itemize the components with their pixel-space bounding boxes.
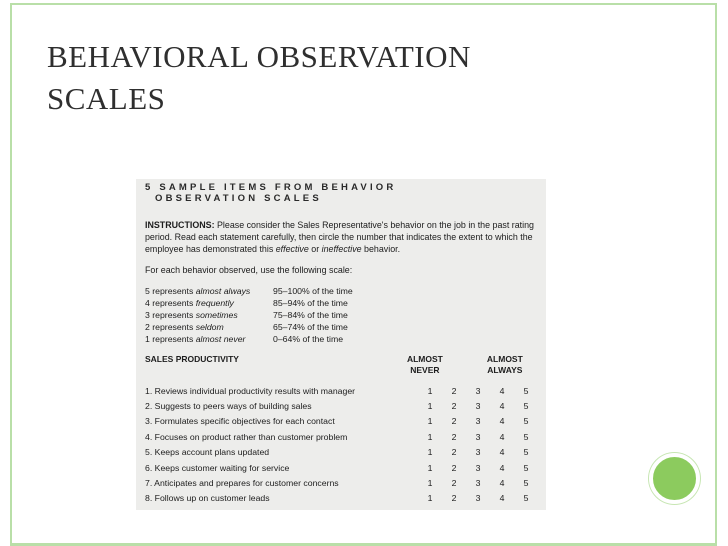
instructions	[145, 219, 538, 256]
rating-value: 1	[427, 431, 433, 442]
scale-num: 1 represents	[145, 333, 196, 344]
rating-value: 3	[475, 385, 481, 396]
scale-term: sometimes	[195, 309, 238, 320]
scale-term: frequently	[195, 297, 234, 308]
rating-value: 4	[499, 431, 505, 442]
rating-value: 2	[451, 462, 457, 473]
rating-options	[418, 414, 538, 429]
rating-value: 5	[523, 477, 529, 488]
slide-title	[47, 36, 647, 120]
behavior-item-row	[145, 384, 538, 399]
rating-value: 5	[523, 462, 529, 473]
scale-range: 65–74% of the time	[273, 321, 348, 332]
rating-value: 5	[523, 416, 529, 427]
rating-value: 2	[451, 416, 457, 427]
rating-options	[418, 461, 538, 476]
scale-term: seldom	[195, 321, 224, 332]
instructions-text-b: behavior.	[361, 244, 401, 255]
behavior-item-text: 8. Follows up on customer leads	[145, 493, 270, 504]
instructions-or: or	[308, 244, 322, 255]
rating-value: 2	[451, 493, 457, 504]
scale-range: 95–100% of the time	[273, 285, 353, 296]
scale-range: 85–94% of the time	[273, 297, 348, 308]
rating-options	[418, 445, 538, 460]
behavior-item-row	[145, 399, 538, 414]
rating-value: 1	[427, 401, 433, 411]
rating-value: 1	[427, 416, 433, 427]
rating-value: 1	[427, 493, 433, 504]
behavior-item-row	[145, 430, 538, 445]
column-almost-always	[462, 354, 538, 378]
rating-value: 4	[499, 416, 505, 427]
behavior-item-row	[145, 476, 538, 491]
rating-options	[418, 399, 538, 414]
table-header	[145, 354, 538, 378]
rating-value: 3	[475, 431, 481, 442]
column-almost-always-line-2: ALWAYS	[487, 364, 523, 375]
scale-intro: For each behavior observed, use the following scale:	[145, 264, 353, 275]
scale-row	[145, 321, 538, 333]
scanned-figure	[136, 179, 546, 510]
instructions-ineffective: ineffective	[321, 244, 362, 255]
behavior-item-text: 6. Keeps customer waiting for service	[145, 462, 290, 473]
scale-range: 75–84% of the time	[273, 309, 348, 320]
rating-value: 4	[499, 477, 505, 488]
instructions-label: INSTRUCTIONS:	[145, 220, 215, 230]
behavior-item-text: 1. Reviews individual productivity results with manager	[145, 385, 356, 396]
rating-value: 3	[475, 477, 481, 488]
figure-heading	[145, 182, 538, 204]
rating-value: 2	[451, 385, 457, 396]
rating-value: 3	[475, 493, 481, 504]
scale-term: almost never	[195, 333, 246, 344]
accent-circle	[649, 453, 700, 504]
rating-options	[418, 430, 538, 445]
behavior-item-row	[145, 414, 538, 429]
rating-value: 4	[499, 462, 505, 473]
rating-value: 3	[475, 416, 481, 427]
rating-value: 5	[523, 493, 529, 504]
column-almost-never	[388, 354, 462, 378]
rating-value: 1	[427, 447, 433, 458]
scale-list	[145, 285, 538, 345]
rating-value: 2	[451, 431, 457, 442]
behavior-item-text: 4. Focuses on product rather than customer problem	[145, 431, 348, 442]
rating-options	[418, 384, 538, 399]
slide-title-line-2: SCALES	[47, 81, 166, 116]
behavior-item-row	[145, 461, 538, 476]
rating-value: 3	[475, 447, 481, 458]
instructions-text-a: Please consider the Sales Representative's behavior on the job in the past rating period. Read each statement carefully, then circle the number that indicates the extent to which the employee has demonstrated this	[145, 220, 534, 255]
scale-row	[145, 285, 538, 297]
rating-value: 5	[523, 385, 529, 396]
behavior-item-text: 3. Formulates specific objectives for each contact	[145, 416, 335, 427]
rating-value: 1	[427, 462, 433, 473]
section-title: SALES PRODUCTIVITY	[145, 353, 239, 364]
figure-heading-line-1: 5 SAMPLE ITEMS FROM BEHAVIOR	[145, 182, 397, 193]
rating-value: 4	[499, 447, 505, 458]
behavior-items	[145, 384, 538, 507]
rating-value: 1	[427, 477, 433, 488]
behavior-item-text: 5. Keeps account plans updated	[145, 447, 270, 458]
rating-value: 5	[523, 431, 529, 442]
rating-value: 2	[451, 477, 457, 488]
instructions-effective: effective	[275, 244, 309, 255]
column-almost-never-line-1: ALMOST	[406, 353, 443, 364]
rating-value: 4	[499, 493, 505, 504]
scale-num: 2 represents	[145, 321, 196, 332]
scale-num: 4 represents	[145, 297, 196, 308]
behavior-item-row	[145, 445, 538, 460]
rating-value: 1	[427, 385, 433, 396]
scale-num: 3 represents	[145, 309, 196, 320]
scale-num: 5 represents	[145, 285, 196, 296]
rating-value: 5	[523, 401, 529, 411]
scale-row	[145, 309, 538, 321]
rating-value: 4	[499, 385, 505, 396]
rating-options	[418, 476, 538, 491]
rating-options	[418, 491, 538, 506]
rating-value: 3	[475, 401, 481, 411]
column-almost-always-line-1: ALMOST	[486, 353, 523, 364]
figure-heading-line-2: OBSERVATION SCALES	[155, 193, 322, 204]
rating-value: 2	[451, 401, 457, 411]
behavior-item-text: 7. Anticipates and prepares for customer concerns	[145, 477, 339, 488]
behavior-item-row	[145, 491, 538, 506]
slide-title-line-1: BEHAVIORAL OBSERVATION	[47, 39, 471, 74]
rating-value: 2	[451, 447, 457, 458]
scale-term: almost always	[195, 285, 251, 296]
rating-value: 3	[475, 462, 481, 473]
rating-value: 4	[499, 401, 505, 411]
scale-range: 0–64% of the time	[273, 333, 344, 344]
rating-value: 5	[523, 447, 529, 458]
column-almost-never-line-2: NEVER	[410, 364, 440, 375]
behavior-item-text: 2. Suggests to peers ways of building sales	[145, 401, 312, 411]
scale-row	[145, 333, 538, 345]
scale-row	[145, 297, 538, 309]
